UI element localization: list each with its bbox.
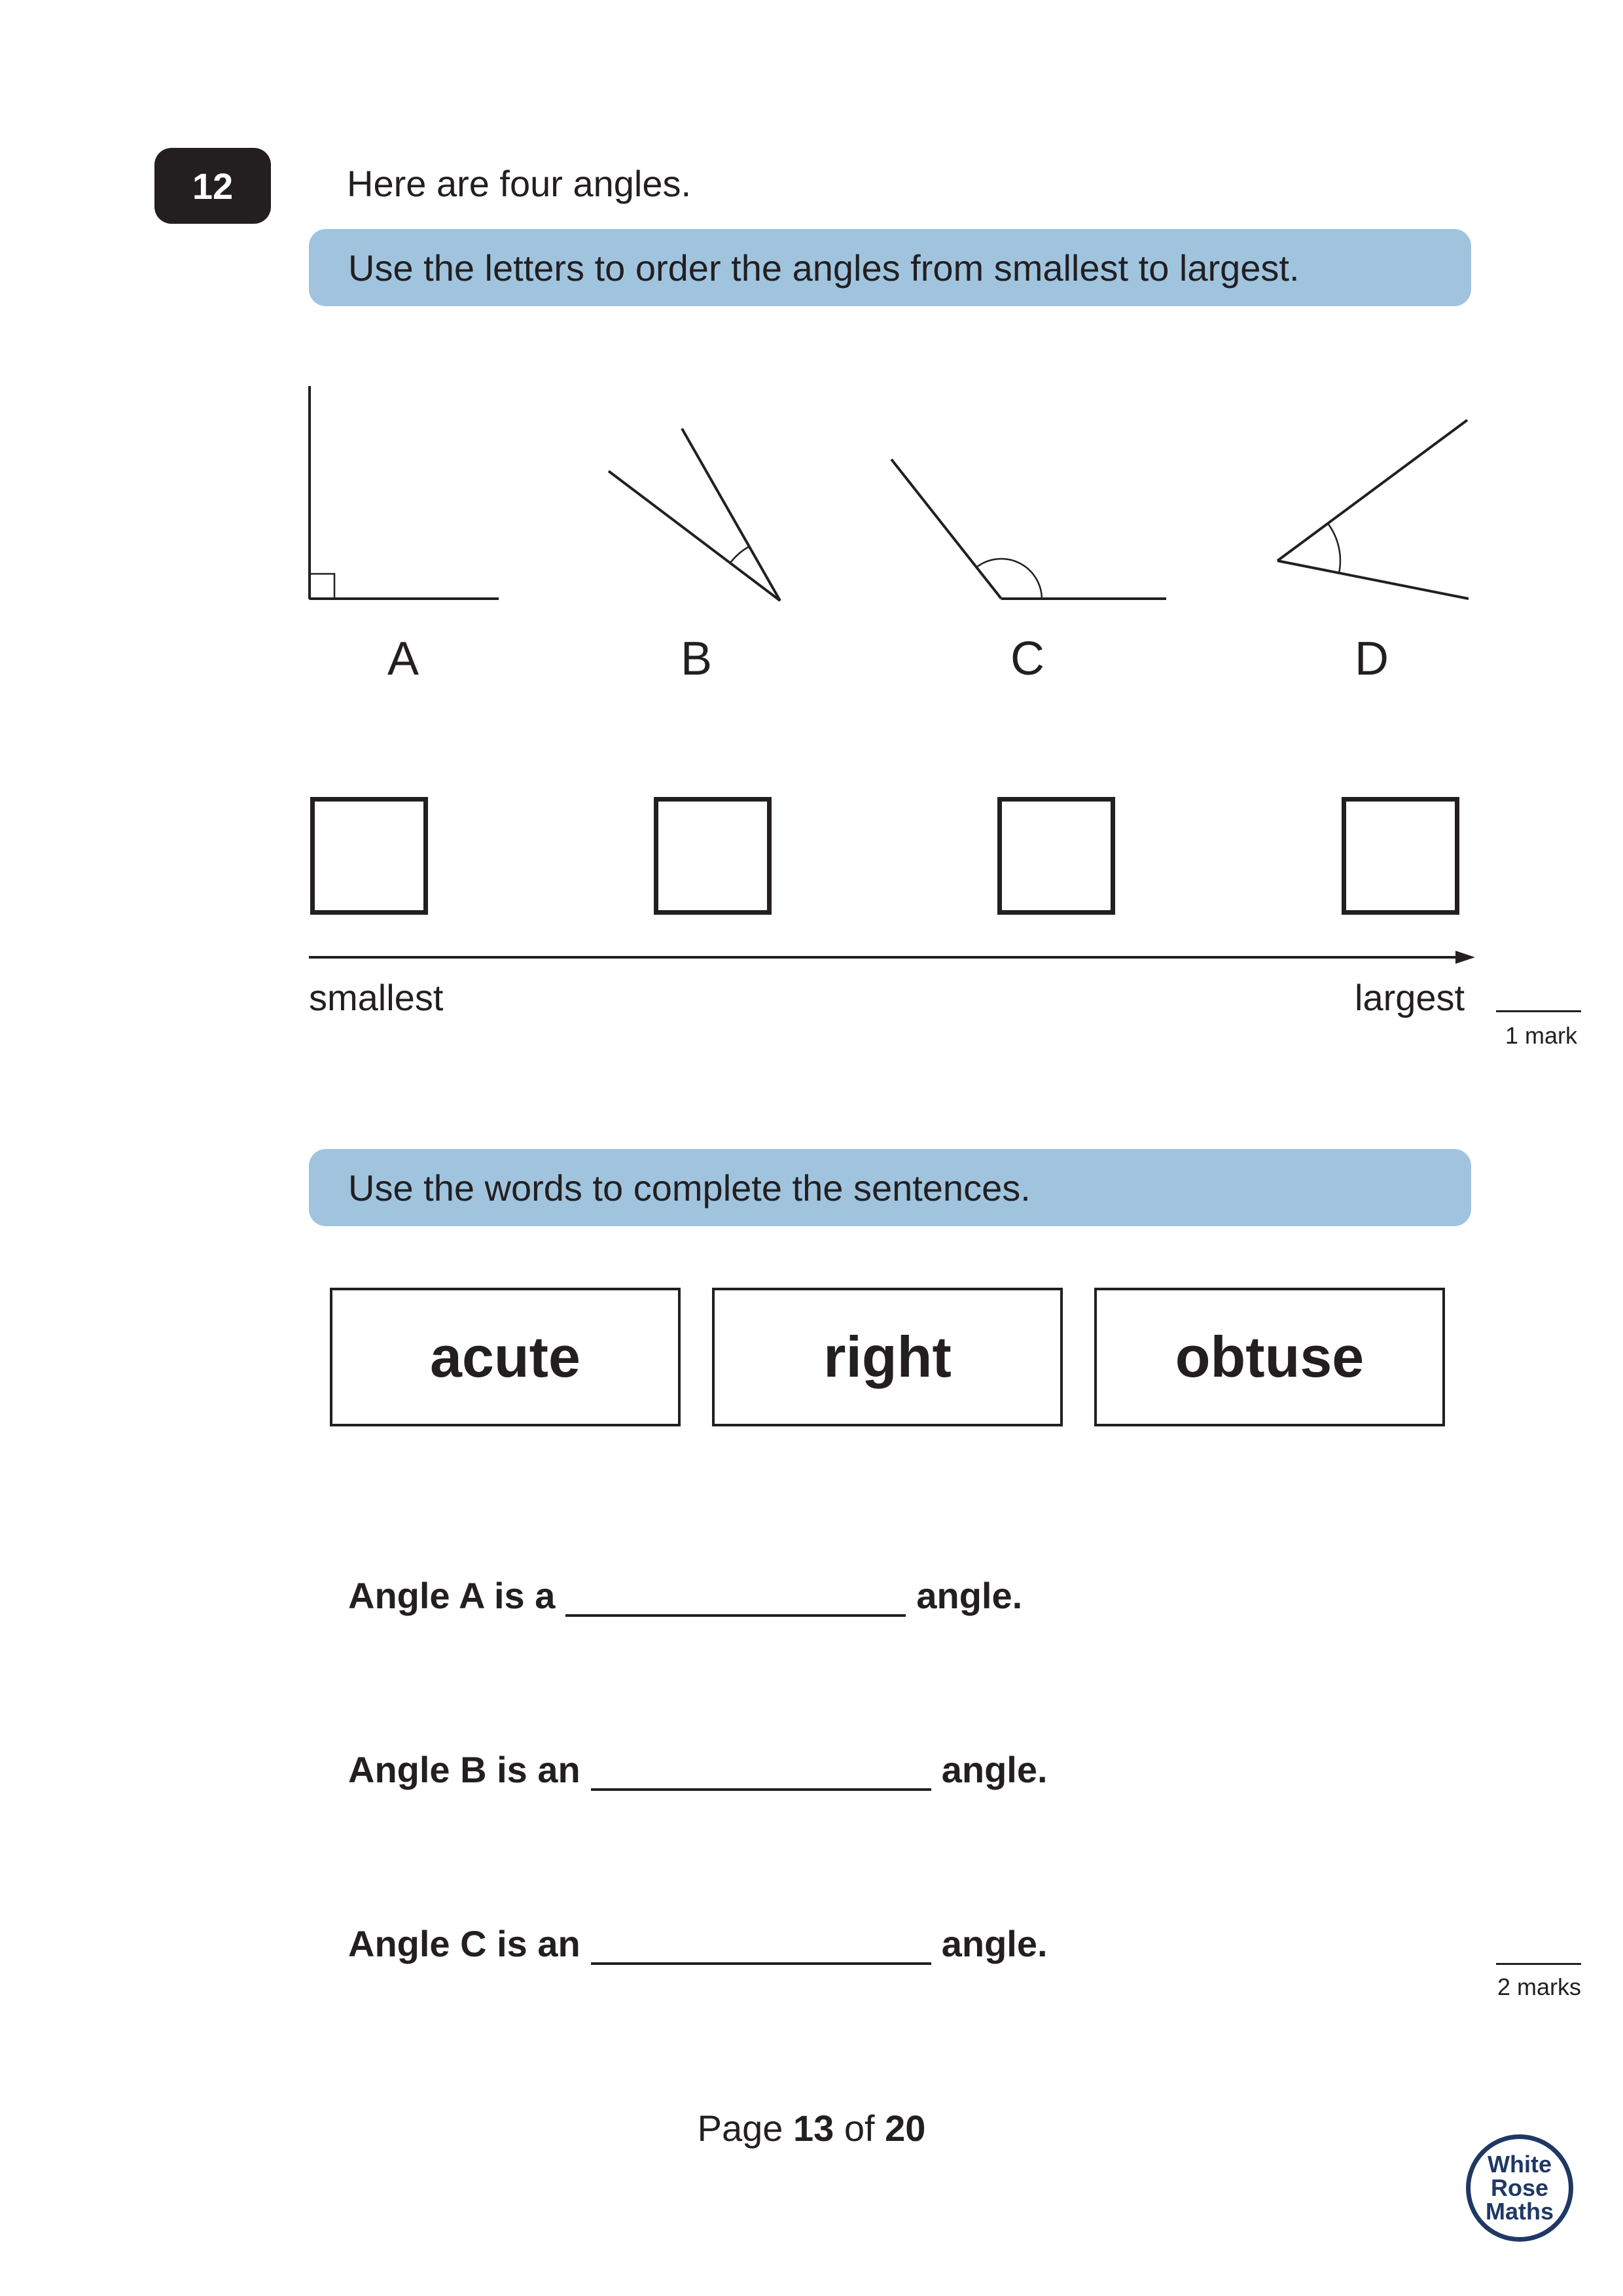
sentence-c-end: angle. [941, 1923, 1048, 1964]
sentence-a-start: Angle A is a [348, 1575, 556, 1616]
mark-text-2: 2 marks [1497, 1973, 1581, 2000]
angle-c-drawing [891, 459, 1166, 599]
mark-text-1: 1 mark [1505, 1022, 1577, 1049]
answer-blank-a[interactable] [565, 1580, 906, 1617]
footer-total-pages: 20 [885, 2108, 926, 2149]
instruction-banner-2 [309, 1149, 1471, 1226]
angle-label-c: C [1010, 633, 1044, 685]
logo-line-3: Maths [1485, 2198, 1554, 2225]
page-footer [0, 2107, 1623, 2149]
footer-current-page: 13 [793, 2108, 834, 2149]
angle-b-drawing [609, 429, 780, 601]
mark-line-2 [1496, 1963, 1581, 1965]
angle-a-drawing [310, 386, 499, 599]
sentence-c-start: Angle C is an [348, 1923, 580, 1964]
sentence-angle-a [348, 1574, 1022, 1617]
instruction-text-1: Use the letters to order the angles from smallest to largest. [348, 247, 1300, 289]
angle-d-drawing [1277, 420, 1469, 599]
logo-line-1: White [1488, 2151, 1552, 2178]
footer-prefix: Page [697, 2108, 783, 2149]
word-card-right: right [712, 1288, 1063, 1426]
sentence-angle-c [348, 1922, 1048, 1965]
answer-blank-b[interactable] [591, 1754, 931, 1791]
scale-arrow [308, 947, 1479, 967]
footer-middle: of [844, 2108, 875, 2149]
scale-start-label: smallest [309, 977, 444, 1018]
angle-diagrams [0, 0, 1623, 654]
mark-line-1 [1496, 1010, 1581, 1012]
angle-label-d: D [1355, 633, 1389, 685]
sentence-b-end: angle. [941, 1749, 1048, 1790]
word-card-obtuse: obtuse [1094, 1288, 1445, 1426]
instruction-text-2: Use the words to complete the sentences. [348, 1167, 1031, 1209]
sentence-a-end: angle. [916, 1575, 1023, 1616]
answer-blank-c[interactable] [591, 1928, 931, 1965]
answer-box-4[interactable] [1342, 797, 1459, 915]
question-number: 12 [154, 148, 271, 224]
sentence-b-start: Angle B is an [348, 1749, 580, 1790]
white-rose-maths-logo [1466, 2134, 1573, 2242]
answer-box-3[interactable] [997, 797, 1115, 915]
answer-box-1[interactable] [310, 797, 428, 915]
sentence-angle-b [348, 1748, 1048, 1791]
angle-label-a: A [387, 633, 419, 685]
answer-box-2[interactable] [654, 797, 772, 915]
word-card-acute: acute [330, 1288, 681, 1426]
question-intro: Here are four angles. [347, 163, 692, 204]
logo-line-2: Rose [1490, 2174, 1549, 2201]
scale-end-label: largest [1355, 977, 1465, 1018]
angle-label-b: B [680, 633, 713, 685]
